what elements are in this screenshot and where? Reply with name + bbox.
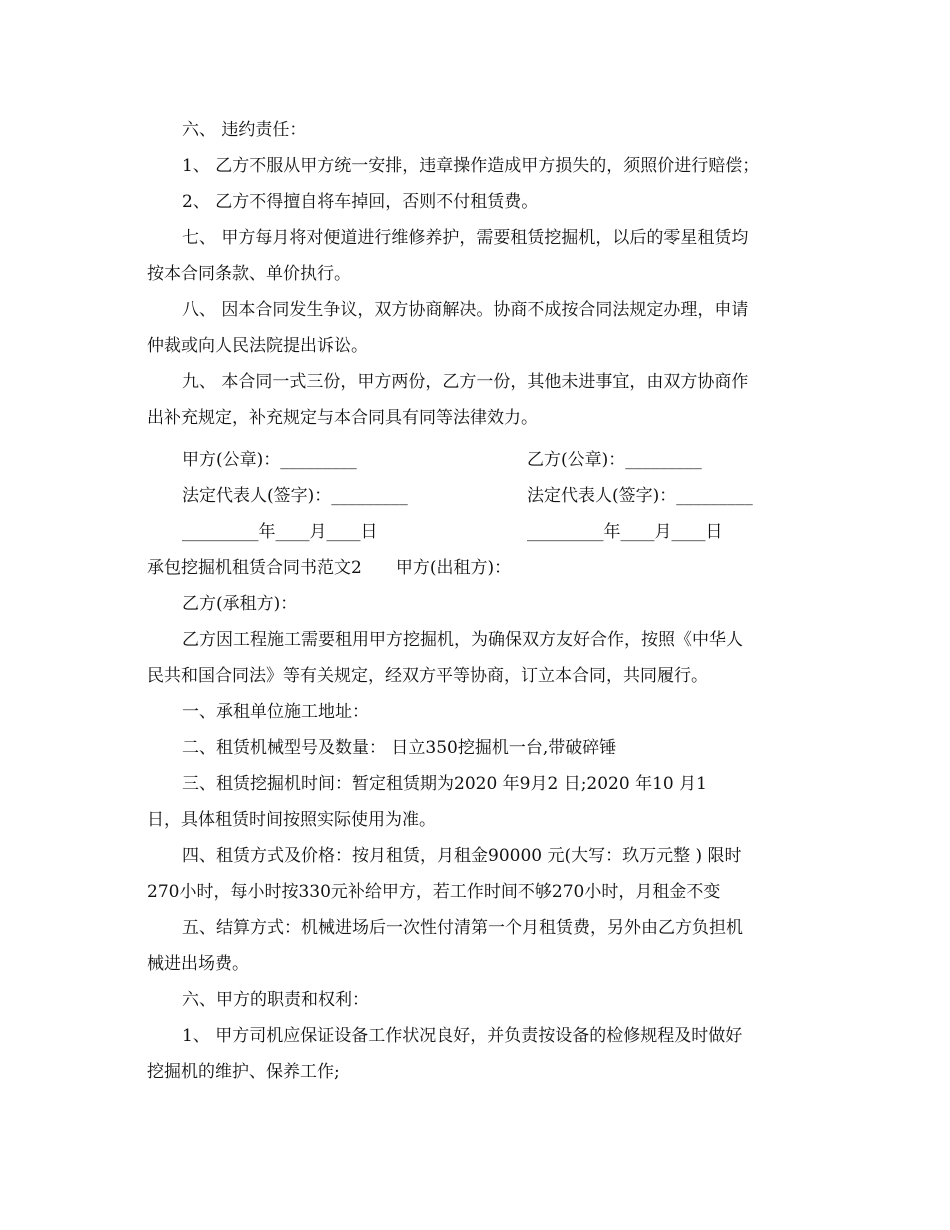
article-5-line-2: 械进出场费。 — [147, 954, 249, 974]
clause-6-item-1: 1、 乙方不服从甲方统一安排，违章操作造成甲方损失的，须照价进行赔偿； — [182, 156, 760, 176]
article-6-item-1-line-2: 挖掘机的维护、保养工作; — [147, 1062, 340, 1082]
clause-8-line-1: 八、 因本合同发生争议，双方协商解决。协商不成按合同法规定办理，申请 — [182, 300, 749, 320]
article-5-line-1: 五、结算方式：机械进场后一次性付清第一个月租赁费，另外由乙方负担机 — [182, 918, 743, 938]
clause-7-line-1: 七、 甲方每月将对便道进行维修养护，需要租赁挖掘机，以后的零星租赁均 — [182, 228, 749, 248]
party-a-representative: 法定代表人(签字)：_________ — [182, 486, 408, 506]
article-1: 一、承租单位施工地址： — [182, 702, 369, 722]
article-3-line-1: 三、租赁挖掘机时间：暂定租赁期为2020 年9月2 日;2020 年10 月1 — [182, 774, 707, 794]
preamble-line-1: 乙方因工程施工需要租用甲方挖掘机，为确保双方友好合作，按照《中华人 — [182, 630, 743, 650]
party-b-representative: 法定代表人(签字)：_________ — [527, 486, 753, 506]
article-6-heading: 六、甲方的职责和权利： — [182, 990, 369, 1010]
party-b-seal: 乙方(公章)：_________ — [527, 450, 702, 470]
party-a-seal: 甲方(公章)：_________ — [182, 450, 357, 470]
clause-7-line-2: 按本合同条款、单价执行。 — [147, 264, 351, 284]
clause-9-line-2: 出补充规定，补充规定与本合同具有同等法律效力。 — [147, 408, 538, 428]
article-6-item-1-line-1: 1、 甲方司机应保证设备工作状况良好，并负责按设备的检修规程及时做好 — [182, 1026, 743, 1046]
preamble-line-2: 民共和国合同法》等有关规定，经双方平等协商，订立本合同，共同履行。 — [147, 666, 708, 686]
party-b-date: _________年____月____日 — [527, 522, 723, 542]
party-a-date: _________年____月____日 — [182, 522, 378, 542]
contract-2-heading: 承包挖掘机租赁合同书范文2 甲方(出租方)： — [147, 558, 512, 578]
lessee-line: 乙方(承租方)： — [182, 594, 298, 614]
clause-8-line-2: 仲裁或向人民法院提出诉讼。 — [147, 336, 368, 356]
clause-6-item-2: 2、 乙方不得擅自将车掉回，否则不付租赁费。 — [182, 192, 539, 212]
clause-6-heading: 六、 违约责任： — [182, 120, 307, 140]
article-4-line-1: 四、租赁方式及价格：按月租赁，月租金90000 元(大写：玖万元整 ) 限时 — [182, 846, 742, 866]
article-3-line-2: 日，具体租赁时间按照实际使用为准。 — [147, 810, 436, 830]
article-2: 二、租赁机械型号及数量： 日立350挖掘机一台,带破碎锤 — [182, 738, 617, 758]
clause-9-line-1: 九、 本合同一式三份，甲方两份，乙方一份，其他未进事宜，由双方协商作 — [182, 372, 749, 392]
article-4-line-2: 270小时，每小时按330元补给甲方，若工作时间不够270小时，月租金不变 — [147, 882, 721, 902]
